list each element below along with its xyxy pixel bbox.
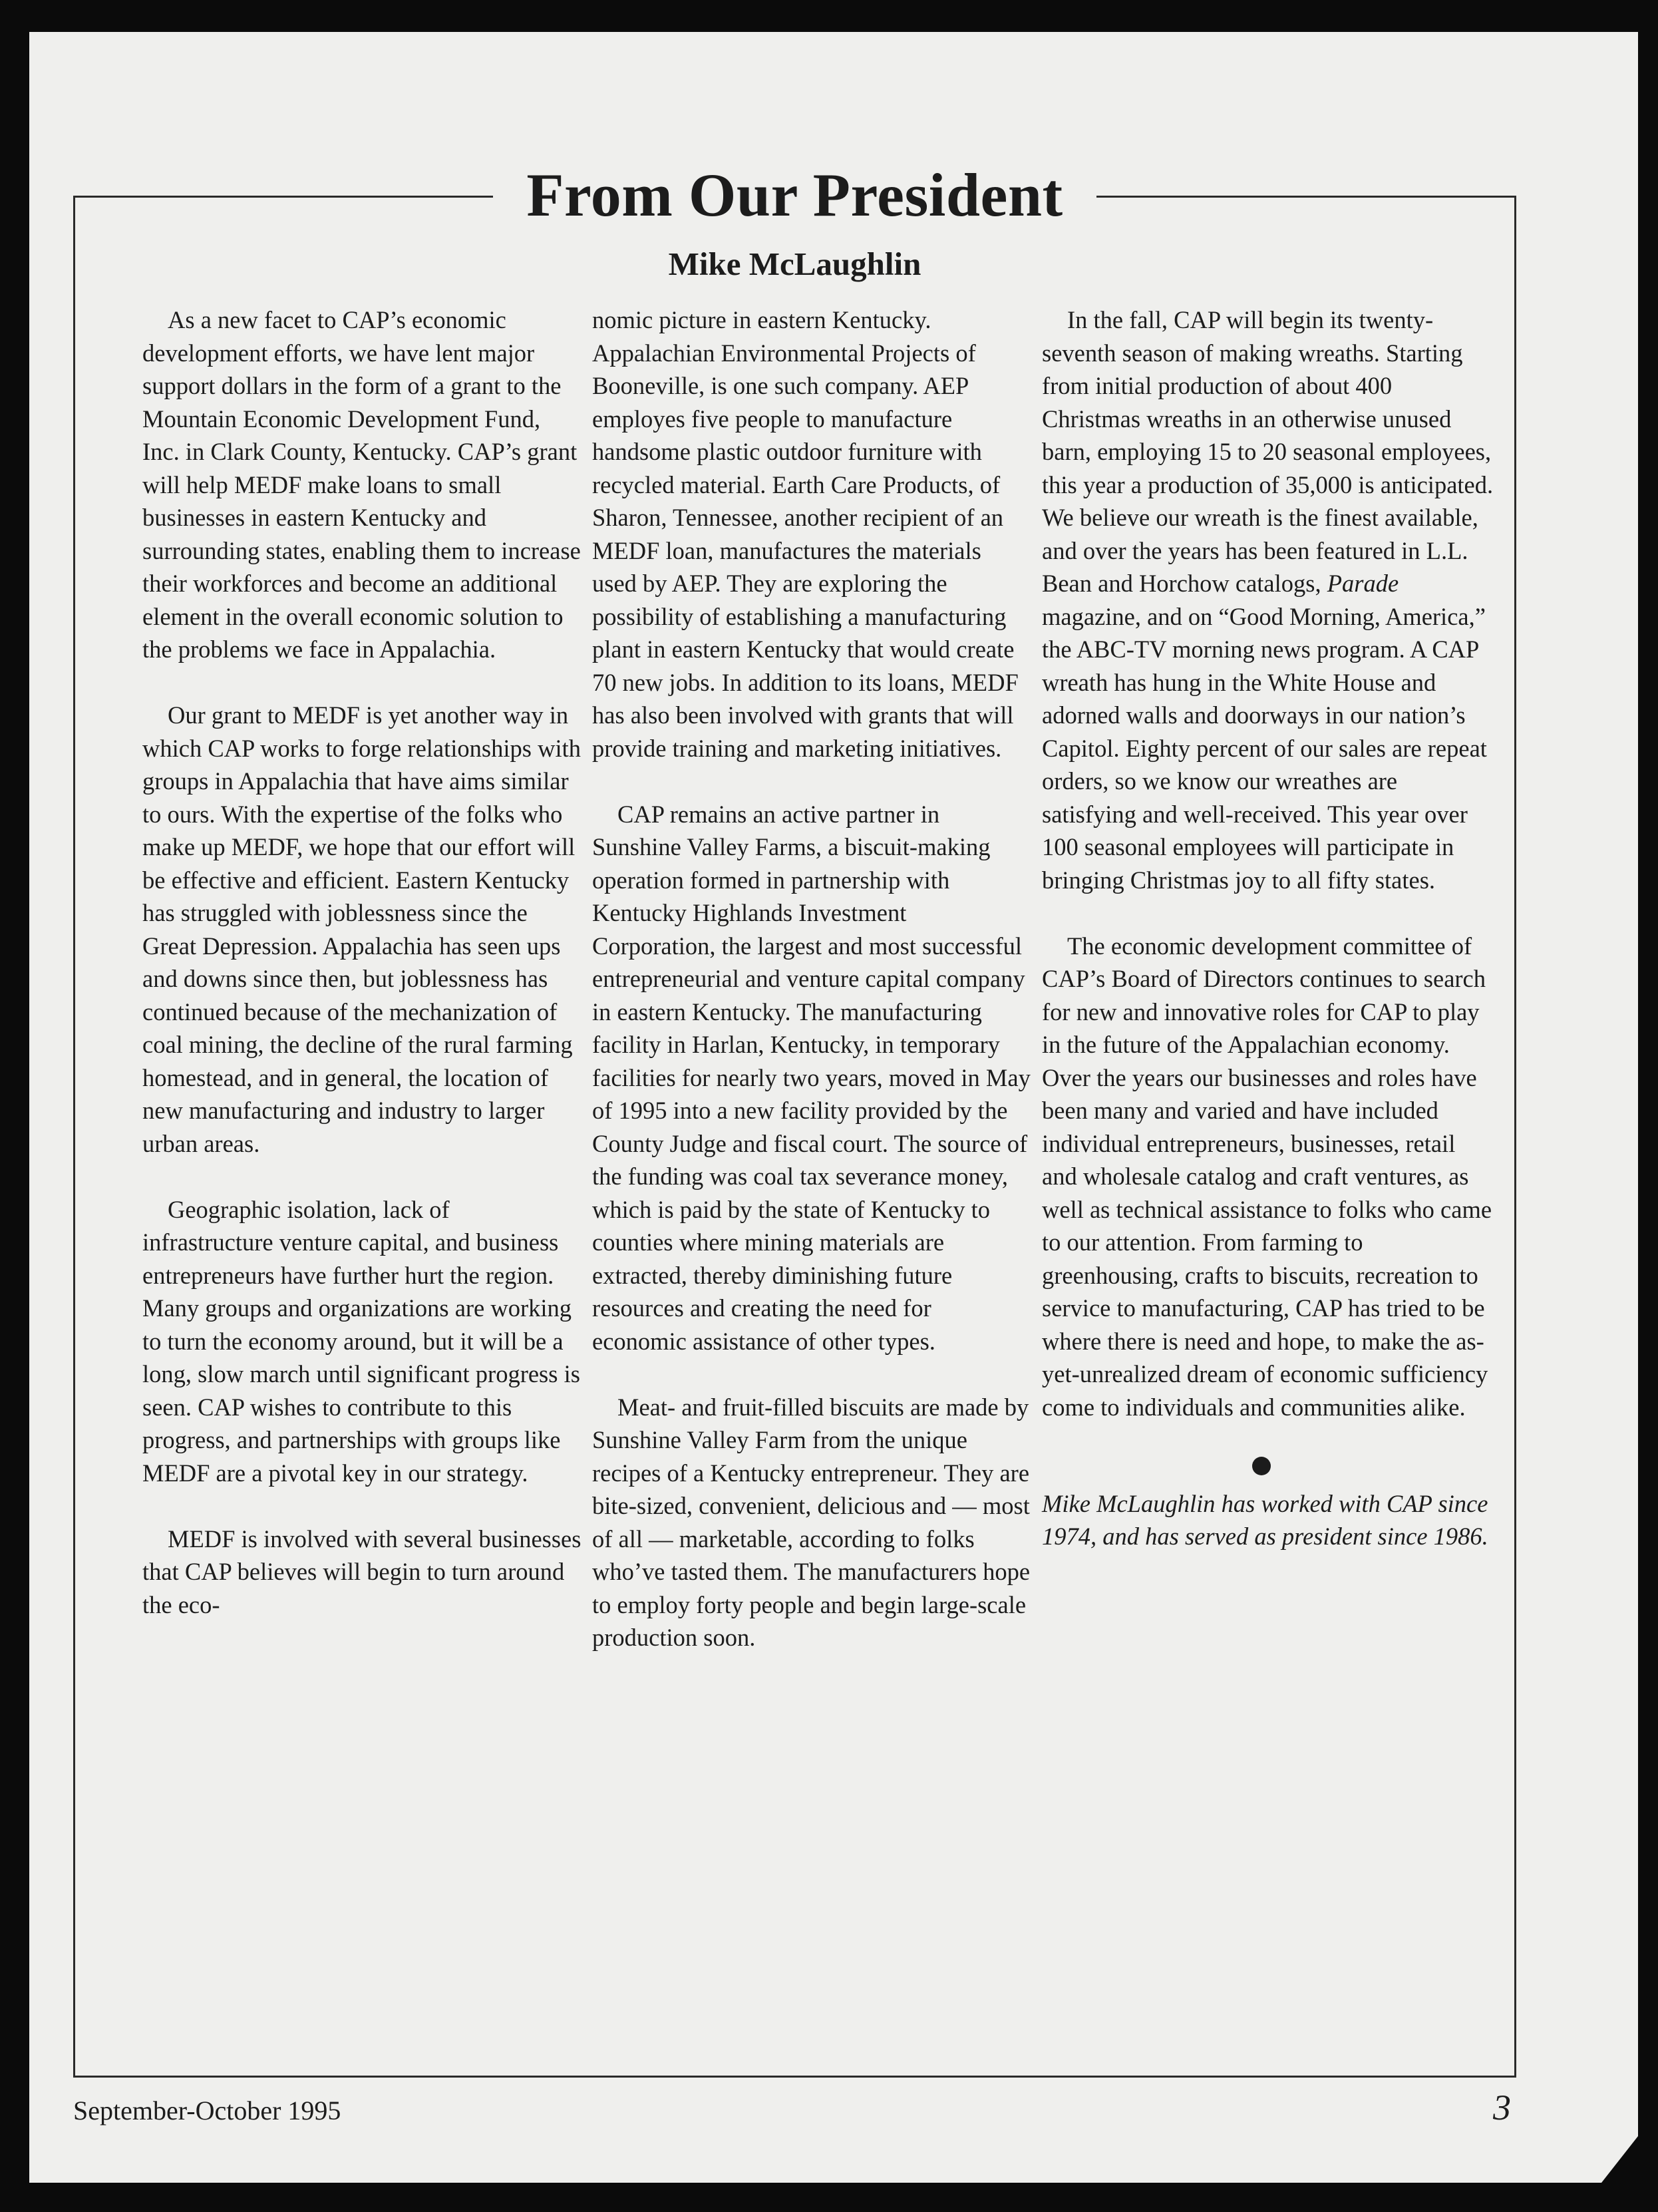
paragraph: nomic picture in eastern Kentucky. Appalachian Environmental Projects of Booneville, is one such company. AEP employes five people to manufacture handsome plastic outdoor furniture with recycled material. Earth Care Products, of Sharon, Tennessee, another recipient of an MEDF loan, manufactures the materials used by AEP. They are exploring the possibility of establishing a manufacturing plant in eastern Kentucky that would create 70 new jobs. In addition to its loans, MEDF has also been involved with grants that will provide training and marketing initiatives. <box>592 306 1019 762</box>
paragraph: As a new facet to CAP’s economic development efforts, we have lent major support dollars in the form of a grant to the Mountain Economic Development Fund, Inc. in Clark County, Kentucky. CAP’s grant will help MEDF make loans to small businesses in eastern Kentucky and surrounding states, enabling them to increase their workforces and become an additional element in the overall economic solution to the problems we face in Appalachia. <box>142 306 581 663</box>
paragraph-text: magazine, and on “Good Morning, America,” the ABC-TV morning news program. A CAP wreath has hung in the White House and adorned walls and doorways in our nation’s Capitol. Eighty percent of our sales are repeat orders, so we know our wreathes are satisfying and well-received. This year over 100 seasonal employees will participate in bringing Christmas joy to all fifty states. <box>1042 602 1487 894</box>
magazine-name: Parade <box>1327 570 1399 597</box>
paragraph: CAP remains an active partner in Sunshine Valley Farms, a biscuit-making operation formed in partnership with Kentucky Highlands Investment Corporation, the largest and most successful entrepreneurial and venture capital company in eastern Kentucky. The manufacturing facility in Harlan, Kentucky, in temporary facilities for nearly two years, moved in May of 1995 into a new facility provided by the County Judge and fiscal court. The source of the funding was coal tax severance money, which is paid by the state of Kentucky to counties where mining materials are extracted, thereby diminishing future resources and creating the need for economic assistance of other types. <box>592 800 1031 1355</box>
paragraph: Our grant to MEDF is yet another way in which CAP works to forge relationships with groups in Appalachia that have aims similar to ours. With the expertise of the folks who make up MEDF, we hope that our effort will be effective and efficient. Eastern Kentucky has struggled with joblessness since the Great Depression. Appalachia has seen ups and downs since then, but joblessness has continued because of the mechanization of coal mining, the decline of the rural farming homestead, and in general, the location of new manufacturing and industry to larger urban areas. <box>142 701 581 1157</box>
paragraph: MEDF is involved with several businesses that CAP believes will begin to turn around the eco- <box>142 1525 581 1618</box>
paragraph: The economic development committee of CAP’s Board of Directors continues to search for new and innovative roles for CAP to play in the future of the Appalachian economy. Over the years our businesses and roles have been many and varied and have included individual entrepreneurs, businesses, retail and wholesale catalog and craft ventures, as well as technical assistance to folks who came to our attention. From farming to greenhousing, crafts to biscuits, recreation to service to manufacturing, CAP has tried to be where there is need and hope, to make the as-yet-unrealized dream of economic sufficiency come to individuals and communities alike. <box>1042 932 1492 1421</box>
paragraph: Meat- and fruit-filled biscuits are made by Sunshine Valley Farm from the unique recipes of a Kentucky entrepreneur. They are bite-sized, convenient, delicious and — most of all — marketable, according to folks who’ve tasted them. The manufacturers hope to employ forty people and begin large-scale production soon. <box>592 1393 1031 1651</box>
article-title: From Our President <box>493 158 1096 232</box>
page-number: 3 <box>1493 2088 1511 2127</box>
title-wrap <box>73 158 1516 232</box>
paragraph-text: In the fall, CAP will begin its twenty-seventh season of making wreaths. Starting from initial production of about 400 Christmas wreaths in an otherwise unused barn, employing 15 to 20 seasonal employees, this year a production of 35,000 is anticipated. We believe our wreath is the finest available, and over the years has been featured in L.L. Bean and Horchow catalogs, <box>1042 306 1494 597</box>
author-byline: Mike McLaughlin <box>668 246 921 282</box>
column-3 <box>1042 303 1494 1586</box>
issue-date: September-October 1995 <box>73 2096 341 2125</box>
column-2 <box>592 303 1031 1687</box>
column-1 <box>142 303 581 1654</box>
folded-corner <box>1601 2136 1638 2183</box>
magazine-page <box>29 32 1638 2183</box>
bullet-divider <box>1252 1457 1271 1475</box>
paragraph <box>1042 303 1494 896</box>
author-bio: Mike McLaughlin has worked with CAP since 1974, and has served as president since 1986. <box>1042 1489 1488 1550</box>
paragraph: Geographic isolation, lack of infrastructure venture capital, and business entrepreneurs have further hurt the region. Many groups and organizations are working to turn the economy around, but it will be a long, slow march until significant progress is seen. CAP wishes to contribute to this progress, and partnerships with groups like MEDF are a pivotal key in our strategy. <box>142 1195 580 1487</box>
